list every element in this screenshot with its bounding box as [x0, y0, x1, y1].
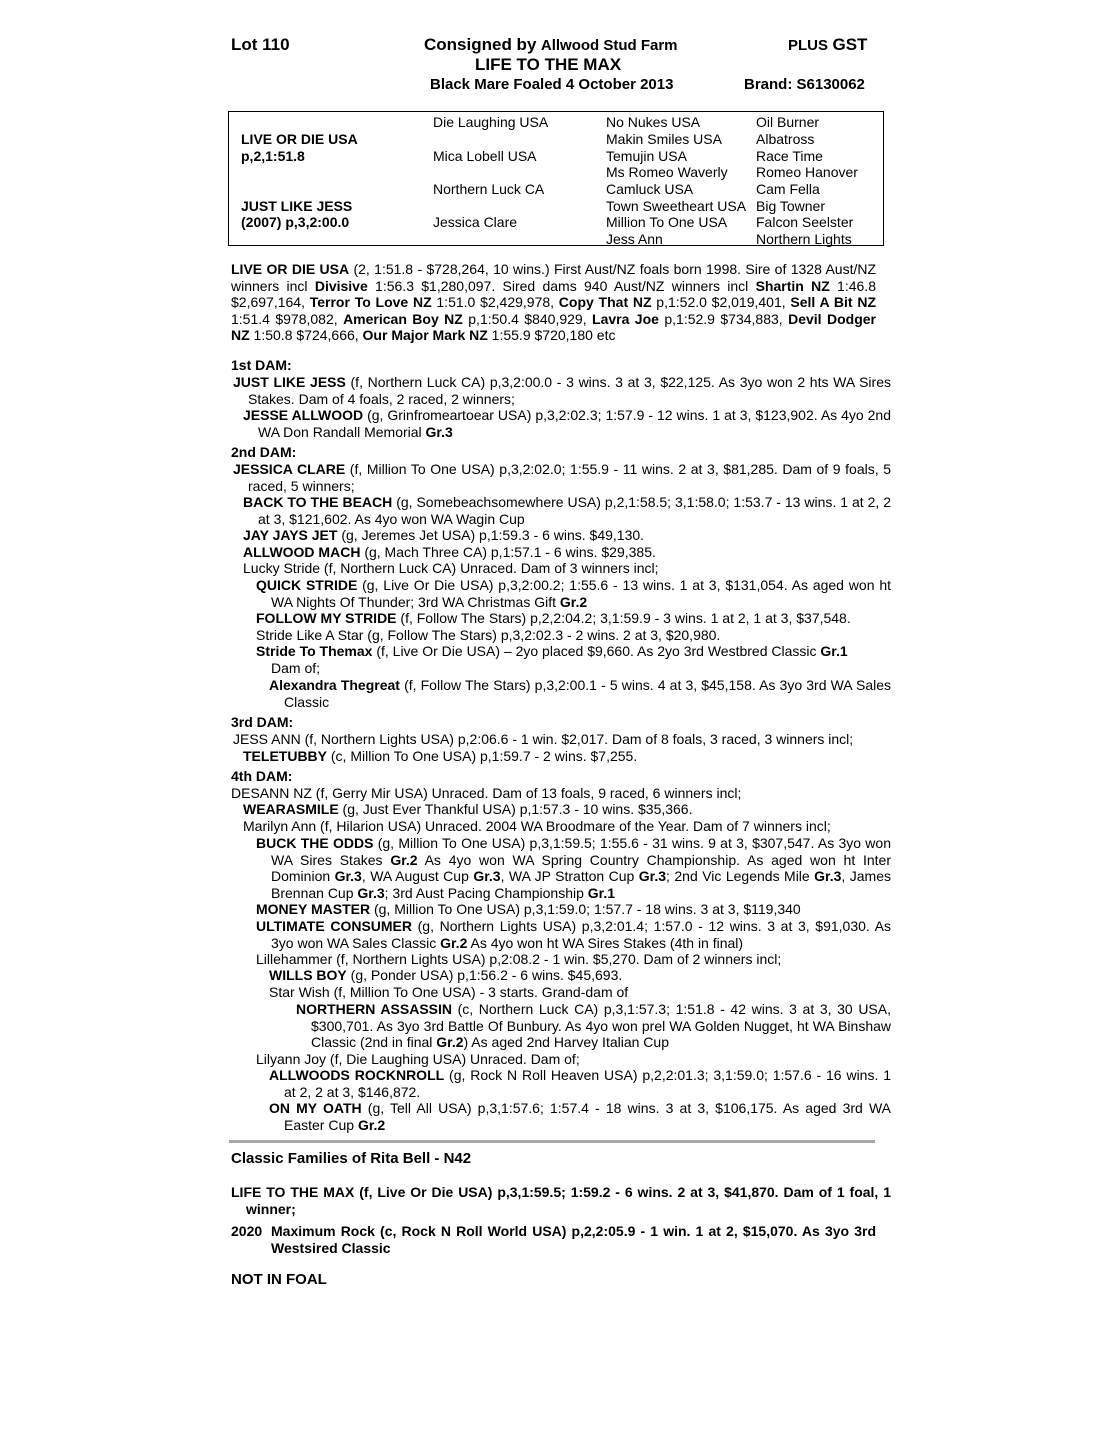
sire-text: 1:56.3 $1,280,097. Sired dams 940 Aust/NZ winners incl: [367, 277, 756, 294]
horse-name: TELETUBBY: [243, 748, 327, 764]
dam-entry: [256, 901, 891, 918]
grade: Gr.2: [440, 934, 468, 951]
horse-name: ULTIMATE CONSUMER: [256, 918, 412, 934]
horse-name: JESSICA CLARE: [233, 461, 346, 477]
dam-entry: [243, 801, 891, 818]
sire-text: (2, 1:51.8 - $728,264, 10 wins.) First Aust/NZ foals born 1998. Sire of 1328 Aust/NZ winners incl: [231, 261, 877, 294]
dam-entry: Stride Like A Star (g, Follow The Stars) p,3,2:02.3 - 2 wins. 2 at 3, $20,980.: [256, 627, 721, 643]
entry-text: (g, Grinfromeartoear USA) p,3,2:02.3; 1:57.9 - 12 wins. 1 at 3, $123,902. As 4yo 2nd WA Don Randall Memorial: [258, 407, 891, 440]
dam-entry: [256, 918, 891, 951]
pedigree-gen2: Jessica Clare: [433, 214, 518, 230]
pedigree-gen3: Million To One USA: [606, 214, 728, 230]
pedigree-gen2: Die Laughing USA: [433, 114, 549, 130]
consigned-label: Consigned by: [424, 35, 537, 54]
pedigree-table: [228, 111, 884, 246]
dam-entry: [296, 1001, 891, 1051]
foal-year: 2020: [231, 1223, 263, 1239]
grade: Gr.3: [814, 868, 842, 885]
horse-name: JAY JAYS JET: [243, 527, 338, 543]
horse-name: JESSE ALLWOOD: [243, 407, 364, 423]
grade: Gr.1: [820, 643, 848, 659]
progeny-name: Shartin NZ: [755, 277, 830, 294]
horse-name: LIFE TO THE MAX: [475, 55, 622, 74]
progeny-name: Lavra Joe: [592, 310, 659, 327]
horse-name: FOLLOW MY STRIDE: [256, 610, 397, 626]
pedigree-gen4: Romeo Hanover: [756, 164, 858, 180]
dam-entry: [256, 577, 891, 610]
entry-text: (f, Live Or Die USA) – 2yo placed $9,660. As 2yo 3rd Westbred Classic: [372, 643, 821, 659]
dam-entry: [243, 407, 891, 440]
dam-entry: Marilyn Ann (f, Hilarion USA) Unraced. 2004 WA Broodmare of the Year. Dam of 7 winners incl;: [243, 818, 831, 834]
grade: Gr.2: [390, 851, 418, 868]
pedigree-gen2: Northern Luck CA: [433, 181, 545, 197]
dam-entry: [269, 677, 891, 710]
grade: Gr.3: [334, 868, 362, 885]
horse-name: ALLWOOD MACH: [243, 544, 361, 560]
third-dam-heading: 3rd DAM:: [231, 714, 294, 730]
grade: Gr.2: [436, 1034, 464, 1051]
dam-entry: [256, 610, 891, 627]
brand-number: Brand: S6130062: [744, 76, 865, 93]
dam-entry: Star Wish (f, Million To One USA) - 3 starts. Grand-dam of: [269, 984, 629, 1000]
entry-text: (g, Live Or Die USA) p,3,2:00.2; 1:55.6 - 13 wins. 1 at 3, $131,054. As aged won ht WA Nights Of Thunder; 3rd WA Christmas Gift: [271, 577, 891, 610]
pedigree-gen3: Ms Romeo Waverly: [606, 164, 728, 180]
horse-name: ALLWOODS ROCKNROLL: [269, 1067, 445, 1083]
horse-name: QUICK STRIDE: [256, 577, 358, 593]
grade: Gr.1: [587, 884, 616, 901]
pedigree-gen3: Camluck USA: [606, 181, 694, 197]
pedigree-gen4: Albatross: [756, 131, 815, 147]
entry-text: (g, Northern Lights USA) p,3,2:01.4; 1:57.0 - 12 wins. 3 at 3, $91,030. As 3yo won WA Sales Classic: [271, 918, 891, 951]
horse-name: WILLS BOY: [269, 967, 347, 983]
progeny-name: Our Major Mark NZ: [362, 327, 488, 344]
grade: Gr.3: [638, 868, 667, 885]
pedigree-gen3: Makin Smiles USA: [606, 131, 722, 147]
first-dam-heading: 1st DAM:: [231, 357, 292, 373]
sire-text: p,1:52.9 $734,883,: [658, 310, 789, 327]
entry-text: As 4yo won WA Spring Country Championship. As aged won ht Inter Dominion: [271, 851, 892, 885]
dam-entry-tail: Dam of;: [271, 660, 321, 676]
dam-entry: [269, 1100, 891, 1133]
fourth-dam-heading: 4th DAM:: [231, 768, 293, 784]
dam-entry: [243, 544, 891, 561]
dam-entry: JESS ANN (f, Northern Lights USA) p,2:06.6 - 1 win. $2,017. Dam of 8 foals, 3 raced, 3 winners incl;: [233, 731, 854, 747]
entry-text: ; 2nd Vic Legends Mile: [666, 868, 815, 885]
family-entry: LIFE TO THE MAX (f, Live Or Die USA) p,3,1:59.5; 1:59.2 - 6 wins. 2 at 3, $41,870. Dam of 1 foal, 1 winner;: [231, 1184, 891, 1217]
pedigree-dam: JUST LIKE JESS: [241, 198, 353, 214]
entry-text: (f, Northern Luck CA) p,3,2:00.0 - 3 wins. 3 at 3, $22,125. As 3yo won 2 hts WA Sires Stakes. Dam of 4 foals, 2 raced, 2 winners;: [248, 374, 891, 407]
progeny-name: Divisive: [314, 277, 368, 294]
entry-text: (g, Mach Three CA) p,1:57.1 - 6 wins. $29,385.: [360, 544, 656, 560]
sire-text: p,1:50.4 $840,929,: [462, 310, 593, 327]
entry-text: , WA JP Stratton Cup: [500, 868, 639, 885]
sire-text: 1:55.9 $720,180 etc: [487, 327, 616, 344]
gst-note: [788, 35, 867, 55]
dam-entry: [233, 461, 891, 494]
family-heading: Classic Families of Rita Bell - N42: [231, 1150, 472, 1167]
sire-name: LIVE OR DIE USA: [231, 261, 350, 277]
pedigree-gen4: Northern Lights: [756, 231, 852, 247]
family-entry: [231, 1223, 876, 1256]
entry-text: (g, Just Ever Thankful USA) p,1:57.3 - 10 wins. $35,366.: [338, 801, 693, 817]
entry-text: (g, Jeremes Jet USA) p,1:59.3 - 6 wins. $49,130.: [337, 527, 645, 543]
horse-name: NORTHERN ASSASSIN: [296, 1001, 453, 1017]
pedigree-gen4: Big Towner: [756, 198, 826, 214]
progeny-name: Sell A Bit NZ: [790, 294, 876, 311]
pedigree-gen4: Falcon Seelster: [756, 214, 854, 230]
dam-entry: [256, 835, 891, 901]
dam-entry: Lucky Stride (f, Northern Luck CA) Unraced. Dam of 3 winners incl;: [243, 560, 659, 576]
entry-text: (f, Follow The Stars) p,2,2:04.2; 3,1:59.9 - 3 wins. 1 at 2, 1 at 3, $37,548.: [396, 610, 851, 626]
foal-status: NOT IN FOAL: [231, 1271, 327, 1288]
sire-text: p,1:52.0 $2,019,401,: [651, 294, 791, 311]
plus-label: PLUS: [788, 37, 829, 54]
pedigree-gen4: Race Time: [756, 148, 823, 164]
entry-text: (f, Million To One USA) p,3,2:02.0; 1:55.9 - 11 wins. 2 at 3, $81,285. Dam of 9 foals, 5 raced, 5 winners;: [248, 461, 891, 494]
sire-text: 1:46.8 $2,697,164,: [231, 277, 876, 311]
horse-name: Stride To Themax: [256, 643, 373, 659]
horse-name: ON MY OATH: [269, 1100, 362, 1116]
entry-text: (g, Rock N Roll Heaven USA) p,2,2:01.3; 3,1:59.0; 1:57.6 - 16 wins. 1 at 2, 2 at 3, $146,872.: [284, 1067, 891, 1100]
dam-entry: [269, 967, 891, 984]
entry-text: (g, Somebeachsomewhere USA) p,2,1:58.5; 3,1:58.0; 1:53.7 - 13 wins. 1 at 2, 2 at 3, $121,602. As 4yo won WA Wagin Cup: [258, 494, 892, 527]
pedigree-dam-record: (2007) p,3,2:00.0: [241, 214, 350, 230]
pedigree-sire: LIVE OR DIE USA: [241, 131, 358, 147]
grade: Gr.3: [357, 884, 385, 901]
section-divider: [229, 1140, 875, 1143]
entry-text: (c, Northern Luck CA) p,3,1:57.3; 1:51.8 - 42 wins. 3 at 3, 30 USA, $300,701. As 3yo 3rd Battle Of Bunbury. As 4yo won prel WA Golden Nugget, ht WA Binshaw Classic (2nd in final: [311, 1001, 892, 1051]
sire-text: 1:51.0 $2,429,978,: [431, 294, 559, 311]
entry-text: As 4yo won ht WA Sires Stakes (4th in final): [467, 934, 744, 951]
dam-entry: [243, 494, 891, 527]
progeny-name: Devil Dodger NZ: [231, 310, 876, 344]
horse-name: Alexandra Thegreat: [269, 677, 400, 693]
second-dam-heading: 2nd DAM:: [231, 444, 297, 460]
sire-summary: [231, 261, 876, 344]
horse-name: JUST LIKE JESS: [233, 374, 346, 390]
consignor-name: Allwood Stud Farm: [540, 37, 678, 54]
grade: Gr.2: [357, 1116, 386, 1133]
entry-text: , WA August Cup: [361, 868, 474, 885]
entry-text: (g, Ponder USA) p,1:56.2 - 6 wins. $45,693.: [346, 967, 623, 983]
entry-text: (c, Million To One USA) p,1:59.7 - 2 wins. $7,255.: [327, 748, 638, 764]
pedigree-gen3: No Nukes USA: [606, 114, 701, 130]
grade: Gr.2: [559, 593, 588, 610]
progeny-name: Terror To Love NZ: [309, 294, 432, 311]
dam-entry: [256, 643, 876, 660]
pedigree-gen4: Oil Burner: [756, 114, 820, 130]
pedigree-gen3: Town Sweetheart USA: [606, 198, 747, 214]
pedigree-gen4: Cam Fella: [756, 181, 820, 197]
entry-text: ) As aged 2nd Harvey Italian Cup: [463, 1034, 669, 1051]
dam-entry: DESANN NZ (f, Gerry Mir USA) Unraced. Dam of 13 foals, 9 raced, 6 winners incl;: [231, 785, 742, 801]
entry-text: ; 3rd Aust Pacing Championship: [384, 884, 588, 901]
entry-text: (g, Million To One USA) p,3,1:59.0; 1:57.7 - 18 wins. 3 at 3, $119,340: [370, 901, 801, 917]
horse-name: WEARASMILE: [243, 801, 339, 817]
sire-text: 1:51.4 $978,082,: [231, 310, 344, 327]
grade: Gr.3: [473, 868, 501, 885]
progeny-name: Copy That NZ: [558, 294, 652, 311]
horse-description: Black Mare Foaled 4 October 2013: [430, 76, 674, 93]
progeny-name: American Boy NZ: [343, 310, 463, 327]
foal-text: Maximum Rock (c, Rock N Roll World USA) p,2,2:05.9 - 1 win. 1 at 2, $15,070. As 3yo 3rd Westsired Classic: [271, 1223, 876, 1256]
pedigree-gen3: Temujin USA: [606, 148, 687, 164]
entry-text: , James Brennan Cup: [271, 868, 891, 901]
dam-entry: [233, 374, 891, 407]
horse-name: BACK TO THE BEACH: [243, 494, 393, 510]
dam-entry: [243, 527, 891, 544]
entry-text: (g, Tell All USA) p,3,1:57.6; 1:57.4 - 18 wins. 3 at 3, $106,175. As aged 3rd WA Easter Cup: [284, 1100, 891, 1133]
entry-text: (f, Follow The Stars) p,3,2:00.1 - 5 wins. 4 at 3, $45,158. As 3yo 3rd WA Sales Classic: [284, 677, 891, 710]
grade: Gr.3: [425, 423, 453, 440]
pedigree-gen3: Jess Ann: [606, 231, 663, 247]
dam-entry: Lilyann Joy (f, Die Laughing USA) Unraced. Dam of;: [256, 1051, 580, 1067]
dam-entry: [269, 1067, 891, 1100]
sire-text: 1:50.8 $724,666,: [249, 327, 363, 344]
lot-number: Lot 110: [231, 35, 290, 54]
pedigree-sire-record: p,2,1:51.8: [241, 148, 305, 164]
dam-entry: Lillehammer (f, Northern Lights USA) p,2:08.2 - 1 win. $5,270. Dam of 2 winners incl;: [256, 951, 782, 967]
horse-name: MONEY MASTER: [256, 901, 371, 917]
entry-text: (g, Million To One USA) p,3,1:59.5; 1:55.6 - 31 wins. 9 at 3, $307,547. As 3yo won WA Sires Stakes: [271, 835, 891, 868]
gst-label: GST: [832, 35, 868, 54]
pedigree-gen2: Mica Lobell USA: [433, 148, 537, 164]
dam-entry: [243, 748, 891, 765]
consigned-line: [424, 35, 678, 55]
horse-name: BUCK THE ODDS: [256, 835, 374, 851]
